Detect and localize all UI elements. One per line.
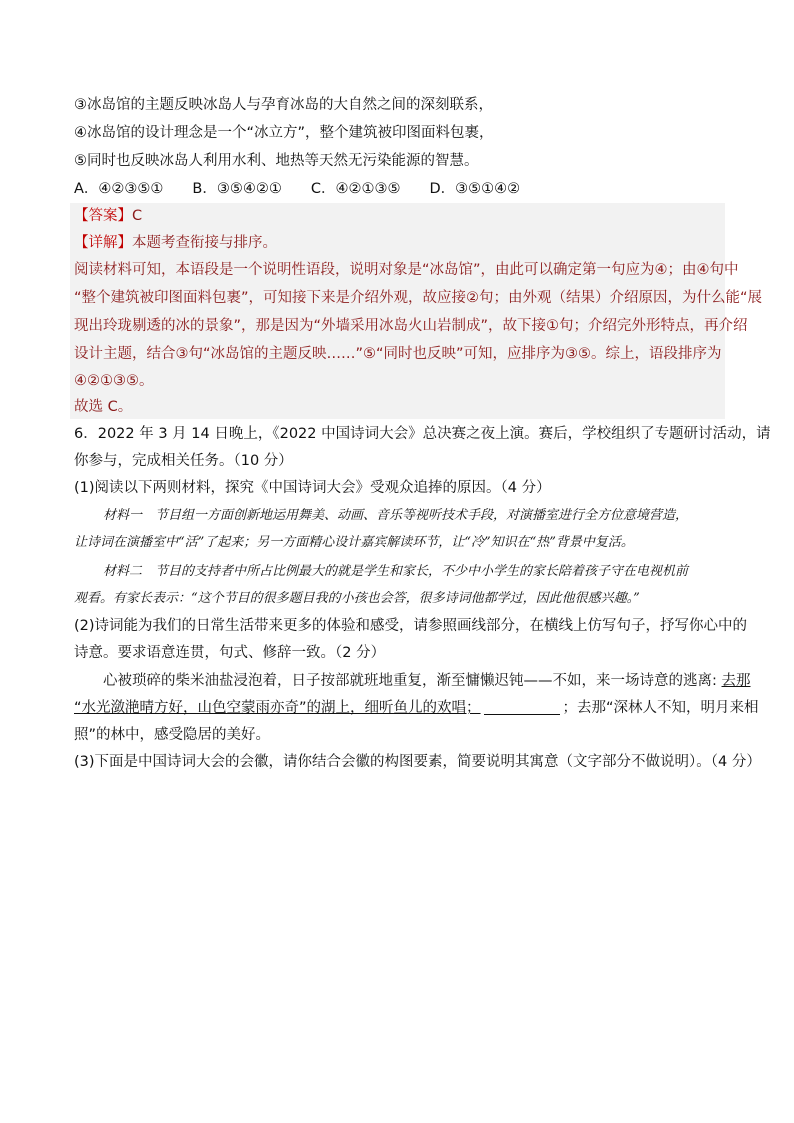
answer-value: C xyxy=(132,208,143,224)
material-1: 材料一 节目组一方面创新地运用舞美、动画、音乐等视听技术手段，对演播室进行全方位意境营造， xyxy=(103,508,689,523)
answer-label: 【答案】 xyxy=(74,208,132,224)
explanation-line: 现出玲珑剔透的冰的景象”，那是因为“外墙采用冰岛火山岩制成”，故下接①句；介绍完外形特点，再介绍 xyxy=(74,318,748,334)
passage-text: 心被琐碎的柴米油盐浸泡着，日子按部就班地重复，渐至慵懒迟钝——不如，来一场诗意的逃离: xyxy=(103,673,722,689)
statement-3: ③冰岛馆的主题反映冰岛人与孕育冰岛的大自然之间的深刻联系， xyxy=(74,97,493,113)
passage-line xyxy=(103,671,751,691)
material-2: 观看。有家长表示：“这个节目的很多题目我的小孩也会答，很多诗词他都学过，因此他很感兴趣。” xyxy=(74,591,640,606)
subquestion-2: (2)诗词能为我们的日常生活带来更多的体验和感受，请参照画线部分，在横线上仿写句子，抒写你心中的 xyxy=(74,618,748,634)
explanation-line: 设计主题，结合③句“冰岛馆的主题反映……”⑤“同时也反映”可知，应排序为③⑤。综上，语段排序为 xyxy=(74,346,722,362)
question-6-stem: 你参与，完成相关任务。（10 分） xyxy=(74,453,293,469)
detail-title: 本题考查衔接与排序。 xyxy=(132,235,277,251)
passage-line: 照”的林中，感受隐居的美好。 xyxy=(74,727,271,743)
statement-4: ④冰岛馆的设计理念是一个“冰立方”，整个建筑被印图面料包裹， xyxy=(74,125,494,141)
detail-line xyxy=(74,233,277,253)
answer-line xyxy=(74,206,142,226)
underlined-model: “水光潋滟晴方好，山色空蒙雨亦奇”的湖上，细听鱼儿的欢唱； xyxy=(74,700,481,716)
explanation-line: ④②①③⑤。 xyxy=(74,373,154,389)
material-1: 让诗词在演播室中“活”了起来；另一方面精心设计嘉宾解读环节，让“冷”知识在“热”背景中复活。 xyxy=(74,535,634,550)
subquestion-2: 诗意。要求语意连贯，句式、修辞一致。（2 分） xyxy=(74,645,386,661)
detail-label: 【详解】 xyxy=(74,235,132,251)
answer-options: A．④②③⑤① B．③⑤④②① C．④②①③⑤ D．③⑤①④② xyxy=(74,181,521,197)
passage-text: ；去那“深林人不知，明月来相 xyxy=(562,700,759,716)
answer-conclusion: 故选 C。 xyxy=(74,399,133,415)
statement-5: ⑤同时也反映冰岛人利用水利、地热等天然无污染能源的智慧。 xyxy=(74,153,479,169)
material-2: 材料二 节目的支持者中所占比例最大的就是学生和家长，不少中小学生的家长陪着孩子守在电视机前 xyxy=(103,564,689,579)
question-6-stem: 6．2022 年 3 月 14 日晚上，《2022 中国诗词大会》总决赛之夜上演。赛后，学校组织了专题研讨活动，请 xyxy=(74,426,771,442)
underlined-model: 去那 xyxy=(721,673,751,689)
answer-blank[interactable] xyxy=(484,700,560,715)
explanation-line: 阅读材料可知，本语段是一个说明性语段，说明对象是“冰岛馆”，由此可以确定第一句应为④；由④句中 xyxy=(74,262,739,278)
explanation-line: “整个建筑被印图面料包裹”，可知接下来是介绍外观，故应接②句；由外观（结果）介绍原因，为什么能“展 xyxy=(74,290,763,306)
passage-line xyxy=(74,698,759,718)
subquestion-1: (1)阅读以下两则材料，探究《中国诗词大会》受观众追捧的原因。（4 分） xyxy=(74,480,551,496)
subquestion-3: (3)下面是中国诗词大会的会徽，请你结合会徽的构图要素，简要说明其寓意（文字部分不做说明）。（4 分） xyxy=(74,754,761,770)
